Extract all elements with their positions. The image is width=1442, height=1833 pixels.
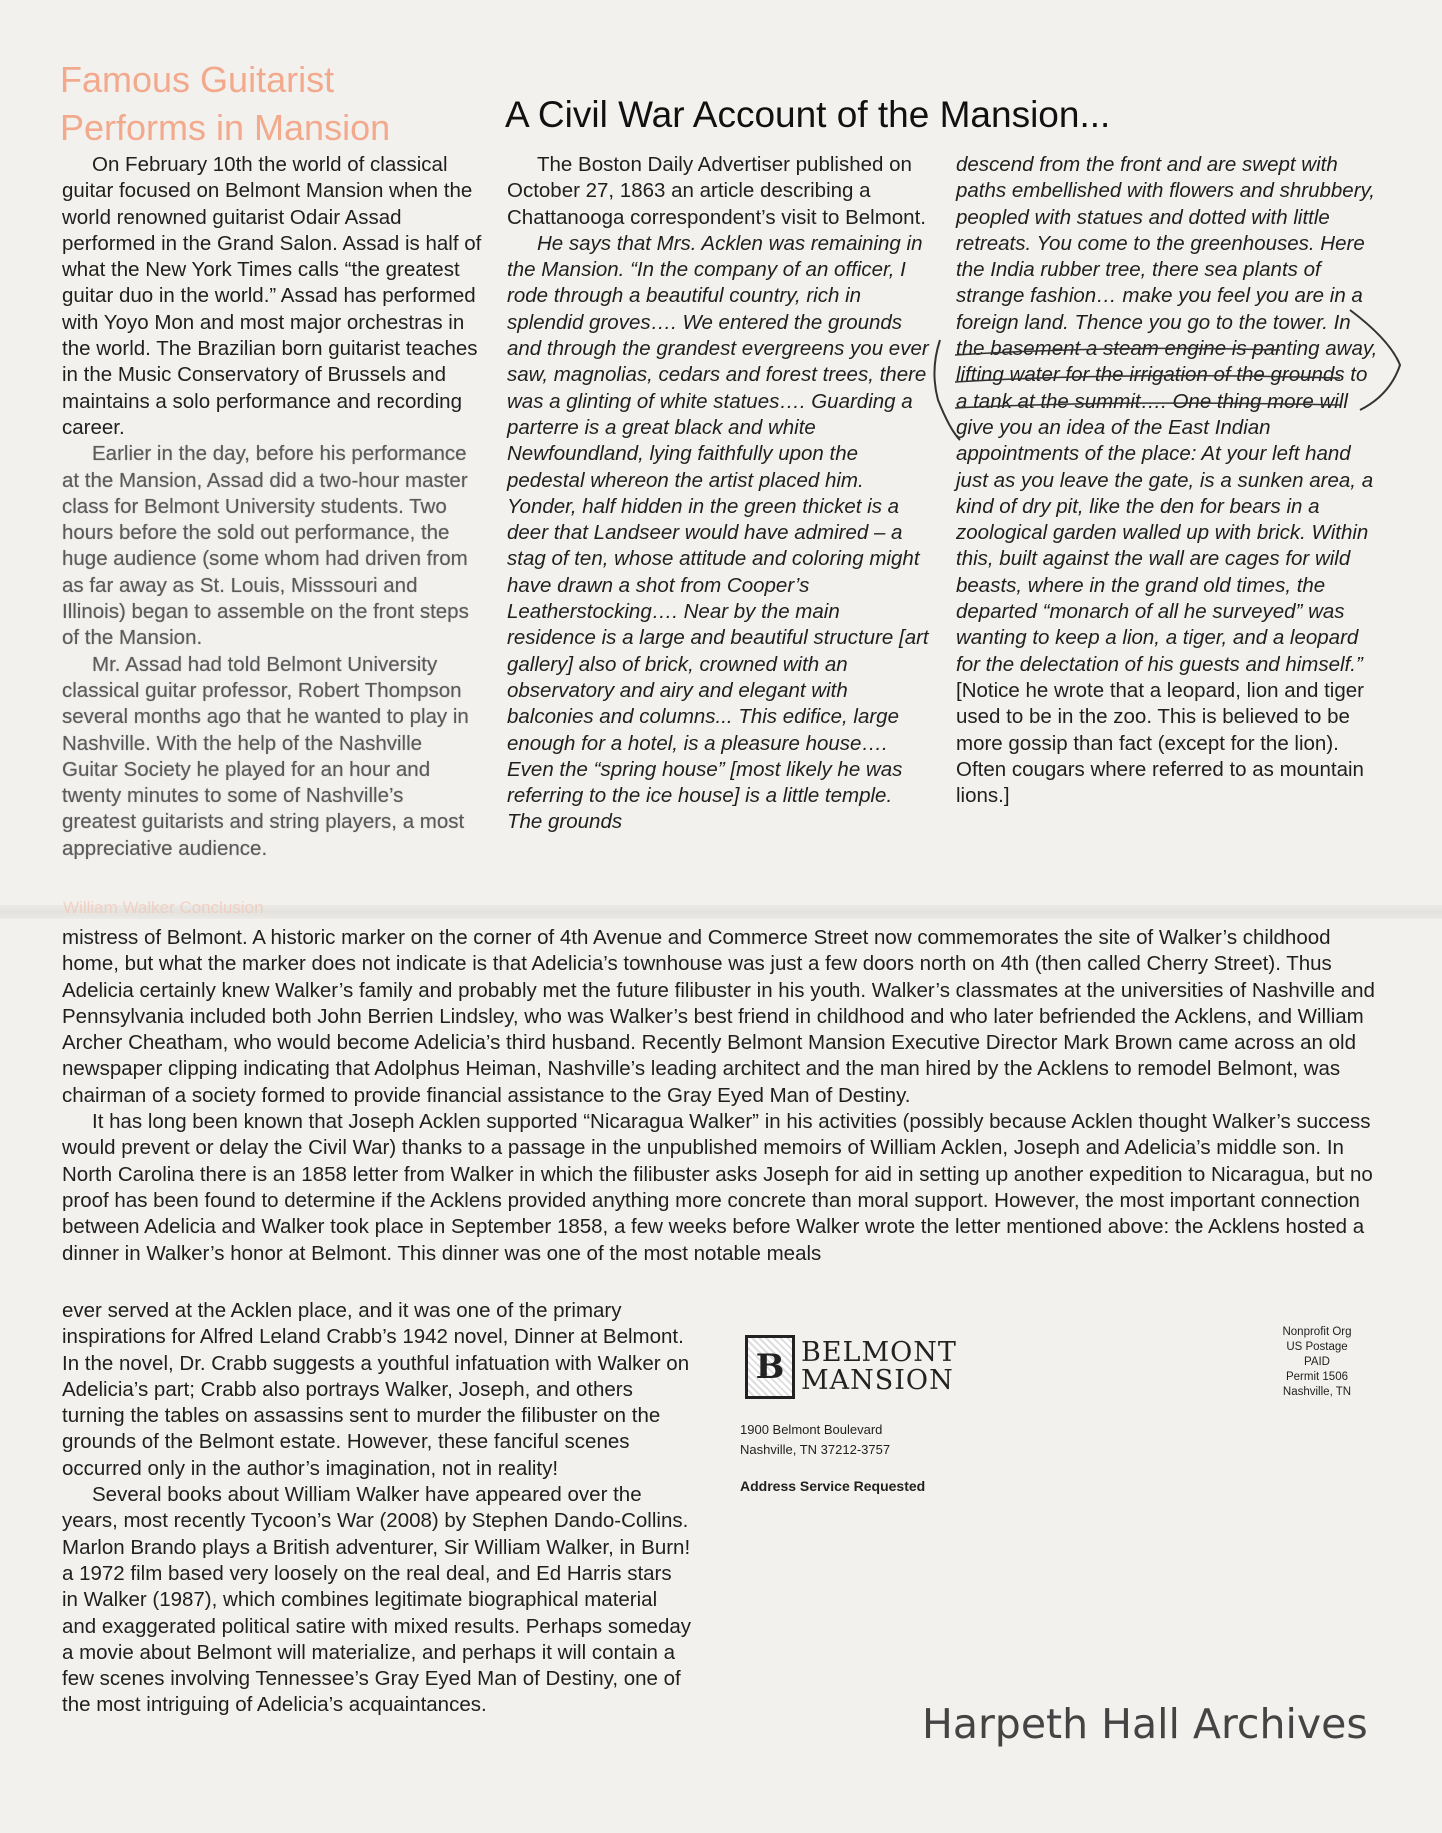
postage-line: Permit 1506 — [1285, 1371, 1348, 1383]
postage-line: Nashville, TN — [1282, 1386, 1352, 1398]
archives-watermark: Harpeth Hall Archives — [922, 1700, 1368, 1748]
civil-war-paragraph-1: The Boston Daily Advertiser published on October 27, 1863 an article describing a Chattanooga correspondent’s visit to Belmont. — [507, 153, 926, 229]
address-line-2: Nashville, TN 37212-3757 — [740, 1442, 891, 1457]
guitarist-article — [62, 152, 482, 862]
walker-article-wide — [62, 925, 1392, 1267]
handwritten-annotation — [920, 300, 1420, 450]
guitarist-headline-line1: Famous Guitarist — [60, 59, 335, 100]
guitarist-paragraph-2: Earlier in the day, before his performance at the Mansion, Assad did a two-hour master class for Belmont University students. Two hours before the sold out performance, the huge audience (some whom had driven from as far away as St. Louis, Misssouri and Illinois) began to assemble on the front steps of the Mansion. — [62, 442, 469, 650]
civil-war-paragraph-4: [Notice he wrote that a leopard, lion and tiger used to be in the zoo. This is believed to be more gossip than fact (except for the lion). Often cougars where referred to as mountain lions.] — [956, 678, 1364, 808]
walker-paragraph-4: Several books about William Walker have appeared over the years, most recently Tycoon’s War (2008) by Stephen Dando-Collins. Marlon Brando plays a British adventurer, Sir William Walker, in Burn! a 1972 film based very loosely on the real deal, and Ed Harris stars in Walker (1987), which combines legitimate biographical material and exaggerated political satire with mixed results. Perhaps someday a movie about Belmont will materialize, and perhaps it will contain a few scenes involving Tennessee’s Gray Eyed Man of Destiny, one of the most intriguing of Adelicia’s acquaintances. — [62, 1483, 691, 1717]
guitarist-headline — [60, 56, 390, 152]
postage-line: Nonprofit Org — [1282, 1326, 1352, 1338]
walker-paragraph-1: mistress of Belmont. A historic marker on the corner of 4th Avenue and Commerce Street now commemorates the site of Walker’s childhood home, but what the marker does not indicate is that Adelicia’s townhouse was just a few doors north on 4th (then called Cherry Street). Thus Adelicia certainly knew Walker’s family and probably met the future filibuster in his youth. Walker’s classmates at the universities of Nashville and Pennsylvania included both John Berrien Lindsley, who was Walker’s best friend in childhood and who later befriended the Acklens, and William Archer Cheatham, who would become Adelicia’s third husband. Recently Belmont Mansion Executive Director Mark Brown came across an old newspaper clipping indicating that Adolphus Heiman, Nashville’s leading architect and the man hired by the Acklens to remodel Belmont, was chairman of a society formed to provide financial assistance to the Gray Eyed Man of Destiny. — [62, 926, 1375, 1107]
postage-line: PAID — [1304, 1356, 1330, 1368]
civil-war-paragraph-3: descend from the front and are swept with paths embellished with flowers and shrubbery, peopled with statues and dotted with little retreats. You come to the greenhouses. Here the India rubber tree, there sea plants of strange fashion… make you feel you are in a foreign land. Thence you go to the tower. In the basement a steam engine is panting away, lifting water for the irrigation of the grounds to a tank at the summit…. One thing more will give you an idea of the East Indian appointments of the place: At your left hand just as you leave the gate, is a sunken area, a kind of dry pit, like the den for bears in a zoological garden walled up with brick. Within this, built against the wall are cages for wild beasts, where in the grand old times, the departed “monarch of all he surveyed” was wanting to keep a lion, a tiger, and a leopard for the delectation of his guests and himself.” — [956, 153, 1378, 676]
logo-line-2: MANSION — [801, 1365, 954, 1396]
address-service-note: Address Service Requested — [740, 1478, 926, 1494]
address-line-1: 1900 Belmont Boulevard — [740, 1422, 883, 1437]
belmont-mansion-logo — [745, 1335, 957, 1399]
guitarist-paragraph-3: Mr. Assad had told Belmont University classical guitar professor, Robert Thompson several months ago that he wanted to play in Nashville. With the help of the Nashville Guitar Society he played for an hour and twenty minutes to some of Nashville’s greatest guitarists and string players, a most appreciative audience. — [62, 652, 469, 860]
walker-paragraph-2: It has long been known that Joseph Acklen supported “Nicaragua Walker” in his activities (possibly because Acklen thought Walker’s success would prevent or delay the Civil War) thanks to a passage in the unpublished memoirs of William Acklen, Joseph and Adelicia’s middle son. In North Carolina there is an 1858 letter from Walker in which the filibuster asks Joseph for aid in setting up another expedition to Nicaragua, but no proof has been found to determine if the Acklens provided anything more concrete than moral support. However, the most important connection between Adelicia and Walker took place in September 1858, a few weeks before Walker wrote the letter mentioned above: the Acklens hosted a dinner in Walker’s honor at Belmont. This dinner was one of the most notable meals — [62, 1110, 1373, 1265]
return-address — [740, 1420, 890, 1460]
guitarist-headline-line2: Performs in Mansion — [60, 107, 391, 148]
civil-war-column-1 — [507, 152, 932, 836]
civil-war-headline: A Civil War Account of the Mansion... — [505, 94, 1111, 135]
logo-monogram-icon: B — [745, 1335, 795, 1399]
walker-paragraph-3: ever served at the Acklen place, and it was one of the primary inspirations for Alfred Leland Crabb’s 1942 novel, Dinner at Belmont. In the novel, Dr. Crabb suggests a youthful infatuation with Walker on Adelicia’s part; Crabb also portrays Walker, Joseph, and others turning the tables on assassins sent to murder the filibuster on the grounds of the Belmont estate. However, these fanciful scenes occurred only in the author’s imagination, not in reality! — [62, 1299, 690, 1480]
logo-line-1: BELMONT — [801, 1337, 957, 1368]
postage-line: US Postage — [1286, 1341, 1348, 1353]
logo-wordmark — [801, 1339, 957, 1395]
walker-article-narrow — [62, 1298, 692, 1719]
walker-continuation-title: William Walker Conclusion — [63, 898, 264, 917]
civil-war-paragraph-2: He says that Mrs. Acklen was remaining in the Mansion. “In the company of an officer, I rode through a beautiful country, rich in splendid groves…. We entered the grounds and through the grandest evergreens you ever saw, magnolias, cedars and forest trees, there was a glinting of white statues…. Guarding a parterre is a great black and white Newfoundland, lying faithfully upon the pedestal whereon the artist placed him. Yonder, half hidden in the green thicket is a deer that Landseer would have admired – a stag of ten, whose attitude and coloring might have drawn a shot from Cooper’s Leatherstocking…. Near by the main residence is a large and beautiful structure [art gallery] also of brick, crowned with an observatory and airy and elegant with balconies and columns... This edifice, large enough for a hotel, is a pleasure house…. Even the “spring house” [most likely he was referring to the ice house] is a little temple. The grounds — [507, 231, 929, 834]
postage-indicia — [1262, 1325, 1372, 1400]
civil-war-column-2 — [956, 152, 1381, 809]
guitarist-paragraph-1: On February 10th the world of classical guitar focused on Belmont Mansion when the world renowned guitarist Odair Assad performed in the Grand Salon. Assad is half of what the New York Times calls “the greatest guitar duo in the world.” Assad has performed with Yoyo Mon and most major orchestras in the world. The Brazilian born guitarist teaches in the Music Conservatory of Brussels and maintains a solo performance and recording career. — [62, 153, 482, 439]
